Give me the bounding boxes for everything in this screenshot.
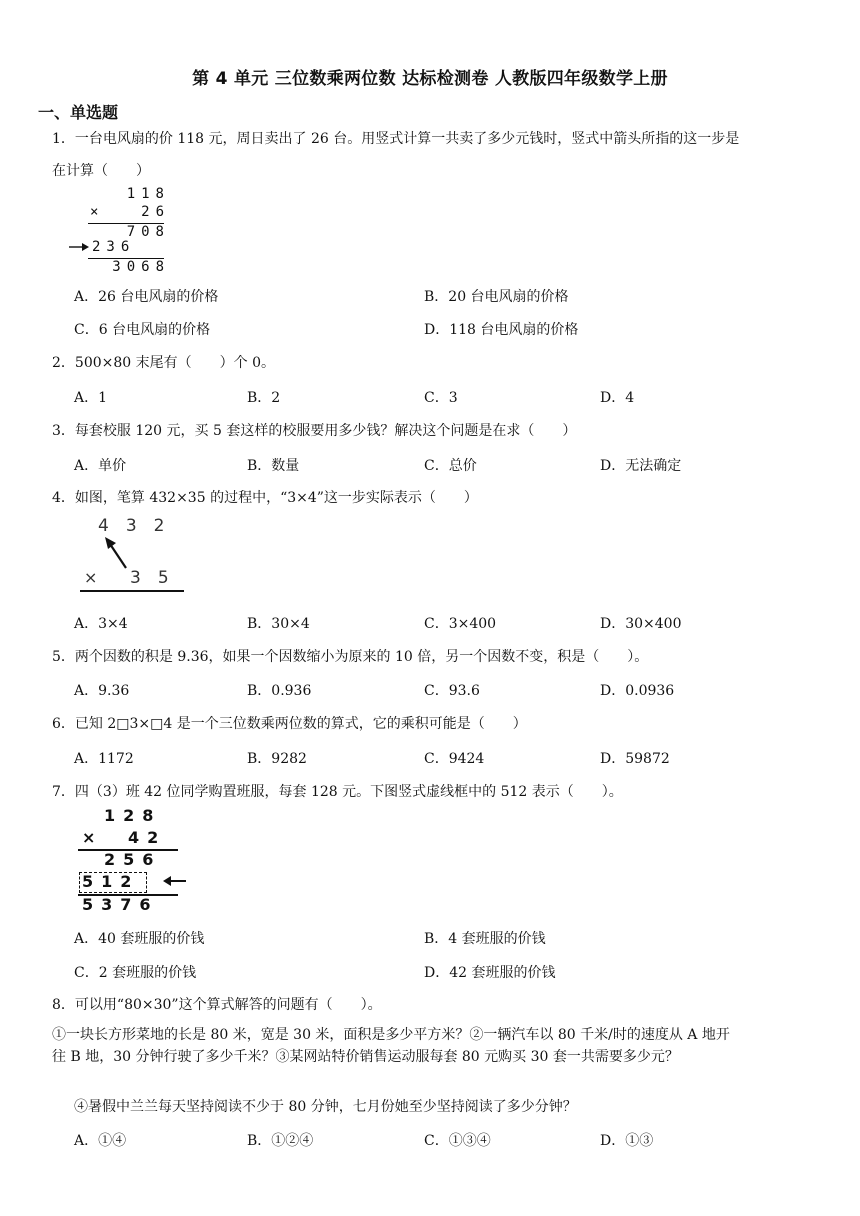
q3-option-c[interactable]: C．总价 xyxy=(424,458,477,474)
section-heading: 一、单选题 xyxy=(38,103,119,122)
q5-option-d[interactable]: D．0.0936 xyxy=(600,683,675,699)
q8-stem: 8．可以用“80×30”这个算式解答的问题有（ ）。 xyxy=(52,997,382,1013)
arrow-right-icon xyxy=(68,242,90,252)
q1-vertical-calculation xyxy=(80,186,170,276)
q2-option-d[interactable]: D．4 xyxy=(600,390,635,406)
q4-option-d[interactable]: D．30×400 xyxy=(600,616,682,632)
q8-option-a[interactable]: A．①④ xyxy=(74,1133,127,1149)
q1-calc-sign: × xyxy=(90,204,105,220)
q7-vertical-calculation xyxy=(78,806,198,916)
q8-option-d[interactable]: D．①③ xyxy=(600,1133,654,1149)
q7-option-d[interactable]: D．42 套班服的价钱 xyxy=(424,965,556,981)
q4-option-c[interactable]: C．3×400 xyxy=(424,616,497,632)
q8-body-line1: ①一块长方形菜地的长是 80 米，宽是 30 米，面积是多少平方米？②一辆汽车以 80 千米/时的速度从 A 地开 xyxy=(52,1027,730,1043)
q7-calc-sign: × xyxy=(82,828,104,847)
q5-stem: 5．两个因数的积是 9.36，如果一个因数缩小为原来的 10 倍，另一个因数不变，积是（ ）。 xyxy=(52,649,649,665)
q7-calc-row1: 128 xyxy=(104,806,162,825)
q6-option-a[interactable]: A．1172 xyxy=(74,751,134,767)
q7-stem: 7．四（3）班 42 位同学购置班服，每套 128 元。下图竖式虚线框中的 512 表示（ ）。 xyxy=(52,784,623,800)
q8-option-b[interactable]: B．①②④ xyxy=(247,1133,314,1149)
q4-vertical-calculation xyxy=(80,516,190,594)
q8-option-c[interactable]: C．①③④ xyxy=(424,1133,491,1149)
q7-calc-row2: 42 xyxy=(128,828,167,847)
q1-calc-row2: 26 xyxy=(141,204,170,220)
q2-stem: 2．500×80 末尾有（ ）个 0。 xyxy=(52,355,275,371)
q1-option-c[interactable]: C．6 台电风扇的价格 xyxy=(74,322,211,338)
q2-option-c[interactable]: C．3 xyxy=(424,390,458,406)
q3-option-b[interactable]: B．数量 xyxy=(247,458,300,474)
arrow-up-left-icon xyxy=(102,536,132,572)
q4-stem: 4．如图，笔算 432×35 的过程中，“3×4”这一步实际表示（ ） xyxy=(52,490,478,506)
q1-option-b[interactable]: B．20 台电风扇的价格 xyxy=(424,289,569,305)
q7-calc-row5: 5376 xyxy=(82,895,159,914)
q3-option-d[interactable]: D．无法确定 xyxy=(600,458,682,474)
q1-stem-line1: 1．一台电风扇的价 118 元，周日卖出了 26 台。用竖式计算一共卖了多少元钱时，竖式中箭头所指的这一步是 xyxy=(52,131,740,147)
q4-option-a[interactable]: A．3×4 xyxy=(74,616,128,632)
q5-option-c[interactable]: C．93.6 xyxy=(424,683,480,699)
q4-option-b[interactable]: B．30×4 xyxy=(247,616,310,632)
q8-body-line3: ④暑假中兰兰每天坚持阅读不少于 80 分钟，七月份她至少坚持阅读了多少分钟？ xyxy=(74,1099,577,1115)
q1-calc-row3: 708 xyxy=(126,224,170,240)
q3-option-a[interactable]: A．单价 xyxy=(74,458,127,474)
q7-option-c[interactable]: C．2 套班服的价钱 xyxy=(74,965,197,981)
q1-calc-row5: 3068 xyxy=(112,259,170,275)
q1-calc-row1: 118 xyxy=(126,186,170,202)
arrow-left-icon xyxy=(162,874,188,888)
q2-option-b[interactable]: B．2 xyxy=(247,390,281,406)
q7-option-b[interactable]: B．4 套班服的价钱 xyxy=(424,931,546,947)
q8-body-line2: 往 B 地，30 分钟行驶了多少千米？③某网站特价销售运动服每套 80 元购买 30 套一共需要多少元？ xyxy=(52,1049,679,1065)
q4-calc-row1: 432 xyxy=(98,516,182,536)
q2-option-a[interactable]: A．1 xyxy=(74,390,108,406)
q1-stem-line2: 在计算（ ） xyxy=(52,163,150,179)
q7-calc-row3: 256 xyxy=(104,850,162,869)
q6-option-d[interactable]: D．59872 xyxy=(600,751,670,767)
q6-option-c[interactable]: C．9424 xyxy=(424,751,485,767)
q5-option-a[interactable]: A．9.36 xyxy=(74,683,130,699)
q1-calc-row4: 236 xyxy=(92,239,136,255)
q7-calc-row4: 512 xyxy=(82,872,140,891)
q3-stem: 3．每套校服 120 元，买 5 套这样的校服要用多少钱？解决这个问题是在求（ ） xyxy=(52,423,577,439)
q1-option-a[interactable]: A．26 台电风扇的价格 xyxy=(74,289,219,305)
q5-option-b[interactable]: B．0.936 xyxy=(247,683,312,699)
q4-calc-sign: × xyxy=(84,568,98,587)
q4-calc-row2: 35 xyxy=(130,568,186,588)
q1-option-d[interactable]: D．118 台电风扇的价格 xyxy=(424,322,579,338)
q6-option-b[interactable]: B．9282 xyxy=(247,751,307,767)
page-title: 第 4 单元 三位数乘两位数 达标检测卷 人教版四年级数学上册 xyxy=(192,69,668,89)
q7-option-a[interactable]: A．40 套班服的价钱 xyxy=(74,931,205,947)
q6-stem: 6．已知 2□3×□4 是一个三位数乘两位数的算式，它的乘积可能是（ ） xyxy=(52,716,527,732)
